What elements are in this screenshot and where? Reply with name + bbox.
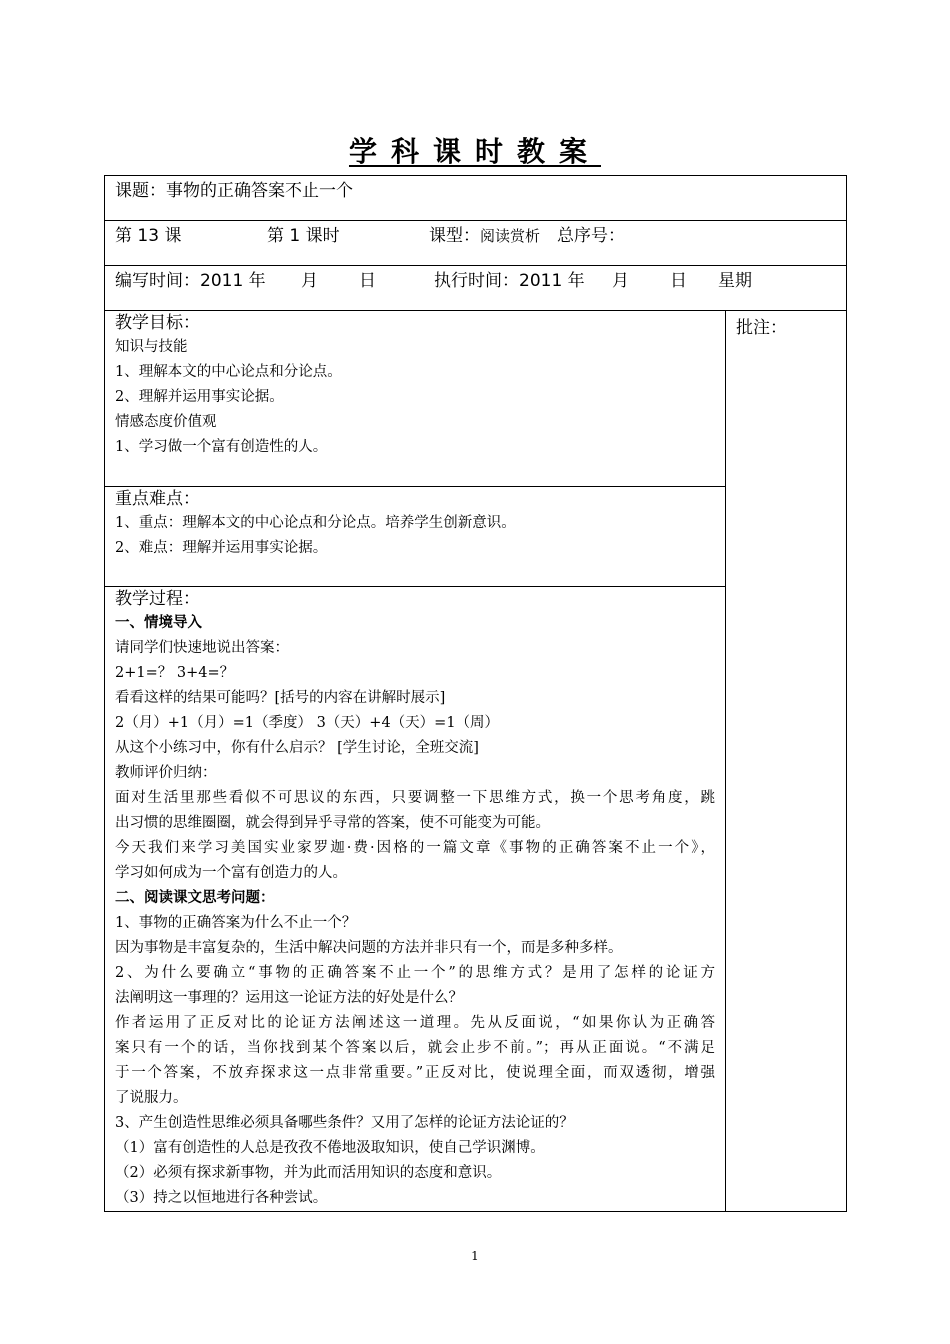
process-line: 了说服力。 [115,1090,188,1106]
objectives-cell [105,311,726,487]
process-line: 面对生活里那些看似不可思议的东西，只要调整一下思维方式，换一个思考角度，跳 [115,790,715,806]
process-line: 3、产生创造性思维必须具备哪些条件？又用了怎样的论证方法论证的？ [115,1115,574,1131]
process-heading: 教学过程： [115,589,200,609]
objectives-line: 1、理解本文的中心论点和分论点。 [115,364,342,380]
process-line: 案只有一个的话，当你找到某个答案以后，就会止步不前。”；再从正面说。“不满足 [115,1040,715,1056]
process-line: 教师评价归纳： [115,765,217,781]
page-title: 学科课时教案 [348,135,601,168]
process-line: 今天我们来学习美国实业家罗迦·费·因格的一篇文章《事物的正确答案不止一个》， [115,840,715,856]
process-line: 2+1=？ 3+4=？ [115,665,235,681]
process-line: 2、为什么要确立“事物的正确答案不止一个”的思维方式？是用了怎样的论证方 [115,965,715,981]
written-day: 日 [359,271,376,291]
process-line: 于一个答案，不放弃探求这一点非常重要。”正反对比，使说理全面，而双透彻，增强 [115,1065,715,1081]
key-points-heading: 重点难点： [115,489,200,509]
process-line: 出习惯的思维圈圈，就会得到异乎寻常的答案，使不可能变为可能。 [115,815,550,831]
section-heading: 二、阅读课文思考问题： [115,890,275,906]
objectives-line: 1、学习做一个富有创造性的人。 [115,439,328,455]
process-line: （2）必须有探求新事物，并为此而活用知识的态度和意识。 [115,1165,502,1181]
notes-label: 批注： [736,318,787,338]
exec-month: 月 [612,271,629,291]
lesson-info-row [105,221,847,266]
process-line: 2（月）+1（月）=1（季度） 3（天）+4（天）=1（周） [115,715,500,731]
lesson-type-value: 阅读赏析 [480,227,541,245]
objectives-heading: 教学目标： [115,313,200,333]
process-line: （1）富有创造性的人总是孜孜不倦地汲取知识，使自己学识渊博。 [115,1140,545,1156]
process-line: 因为事物是丰富复杂的，生活中解决问题的方法并非只有一个，而是多种多样。 [115,940,623,956]
key-points-line: 2、难点：理解并运用事实论据。 [115,540,328,556]
lesson-plan-table [104,175,847,1212]
written-month: 月 [301,271,318,291]
topic-row [105,176,847,221]
written-time-label: 编写时间：2011 年 [115,271,266,291]
topic-cell: 课题：事物的正确答案不止一个 [105,176,847,221]
lesson-type-label: 课型： [429,226,480,246]
exec-day: 日 [670,271,687,291]
objectives-row [105,311,847,487]
key-points-line: 1、重点：理解本文的中心论点和分论点。培养学生创新意识。 [115,515,516,531]
serial-number-label: 总序号： [557,226,625,246]
process-cell [105,587,726,1212]
process-line: 法阐明这一事理的？运用这一论证方法的好处是什么？ [115,990,463,1006]
notes-column [726,311,847,1212]
time-row [105,266,847,311]
process-line: 作者运用了正反对比的论证方法阐述这一道理。先从反面说，“如果你认为正确答 [115,1015,715,1031]
objectives-line: 情感态度价值观 [115,414,217,430]
exec-time-label: 执行时间：2011 年 [434,271,585,291]
process-line: 请同学们快速地说出答案： [115,640,289,656]
objectives-line: 2、理解并运用事实论据。 [115,389,284,405]
process-line: （3）持之以恒地进行各种尝试。 [115,1190,328,1206]
page-number: 1 [471,1249,479,1263]
process-line: 学习如何成为一个富有创造力的人。 [115,865,347,881]
section-heading: 一、情境导入 [115,615,202,631]
process-line: 1、事物的正确答案为什么不止一个？ [115,915,357,931]
objectives-line: 知识与技能 [115,339,188,355]
weekday-label: 星期 [718,271,752,291]
process-line: 看看这样的结果可能吗？[括号的内容在讲解时展示] [115,690,446,706]
process-line: 从这个小练习中，你有什么启示？ [学生讨论，全班交流] [115,740,479,756]
key-points-cell [105,487,726,587]
lesson-info-cell [105,221,847,266]
time-cell [105,266,847,311]
lesson-period: 第 1 课时 [267,226,340,246]
lesson-number: 第 13 课 [115,226,182,246]
